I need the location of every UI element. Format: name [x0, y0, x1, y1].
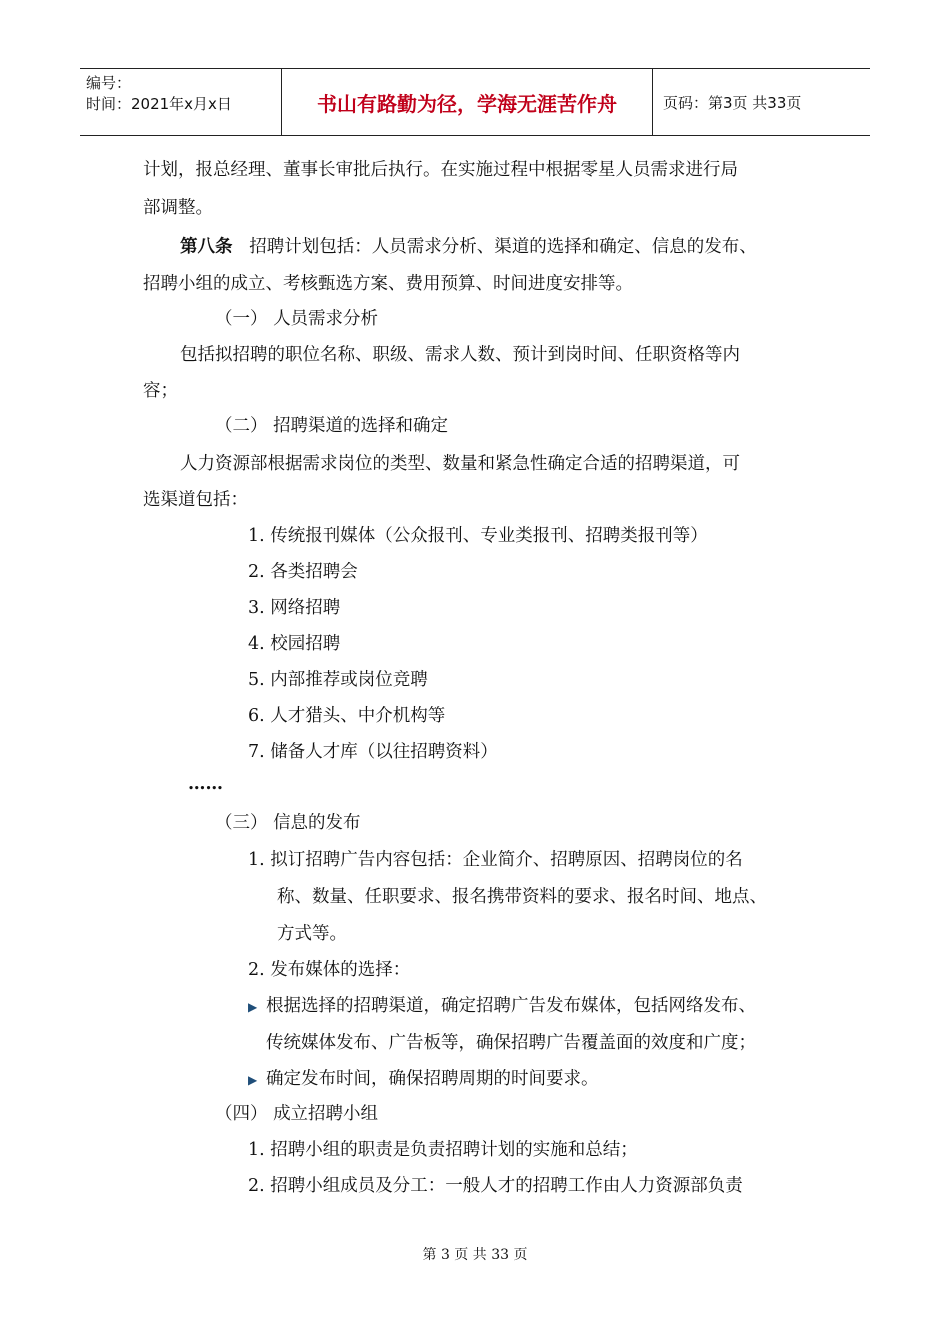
- bullet-text: 确定发布时间，确保招聘周期的时间要求。: [266, 1069, 599, 1089]
- paragraph-line: 计划，报总经理、董事长审批后执行。在实施过程中根据零星人员需求进行局: [143, 160, 738, 180]
- date-label: 时间：2021年x月x日: [86, 95, 232, 113]
- list-item-cont: 方式等。: [277, 924, 347, 944]
- triangle-right-icon: ▶: [248, 1073, 258, 1087]
- list-item: 2. 招聘小组成员及分工：一般人才的招聘工作由人力资源部负责: [248, 1176, 743, 1196]
- channel-item: 3. 网络招聘: [248, 598, 341, 618]
- bullet-item-cont: 传统媒体发布、广告板等，确保招聘广告覆盖面的效度和广度；: [266, 1033, 756, 1053]
- section-2-title: （二） 招聘渠道的选择和确定: [215, 416, 449, 436]
- triangle-right-icon: ▶: [248, 1000, 258, 1014]
- channel-item: 7. 储备人才库（以往招聘资料）: [248, 742, 498, 762]
- channel-item: 1. 传统报刊媒体（公众报刊、专业类报刊、招聘类报刊等）: [248, 526, 708, 546]
- paragraph-line: 部调整。: [143, 198, 213, 218]
- channel-item: 6. 人才猎头、中介机构等: [248, 706, 446, 726]
- channel-item: 5. 内部推荐或岗位竞聘: [248, 670, 428, 690]
- bullet-text: 根据选择的招聘渠道，确定招聘广告发布媒体，包括网络发布、: [266, 996, 756, 1016]
- list-item: 1. 拟订招聘广告内容包括：企业简介、招聘原因、招聘岗位的名: [248, 850, 743, 870]
- article-8-text: 招聘计划包括：人员需求分析、渠道的选择和确定、信息的发布、: [249, 237, 757, 257]
- paragraph-line: 容；: [143, 381, 178, 401]
- header-page-label: 页码：第3页 共33页: [663, 93, 802, 112]
- header-motto: 书山有路勤为径，学海无涯苦作舟: [281, 69, 653, 135]
- list-item: 1. 招聘小组的职责是负责招聘计划的实施和总结；: [248, 1140, 638, 1160]
- bullet-item: [248, 994, 756, 1019]
- bullet-item: [248, 1067, 599, 1092]
- article-8-line: [180, 235, 757, 259]
- paragraph-line: 包括拟招聘的职位名称、职级、需求人数、预计到岗时间、任职资格等内: [180, 345, 740, 365]
- paragraph-line: 人力资源部根据需求岗位的类型、数量和紧急性确定合适的招聘渠道，可: [180, 454, 740, 474]
- article-8-title: 第八条: [180, 237, 233, 257]
- channel-item: 4. 校园招聘: [248, 634, 341, 654]
- paragraph-line: 选渠道包括：: [143, 490, 248, 510]
- list-item: 2. 发布媒体的选择：: [248, 960, 411, 980]
- channel-item: 2. 各类招聘会: [248, 562, 358, 582]
- section-1-title: （一） 人员需求分析: [215, 309, 379, 329]
- document-header: [80, 68, 870, 136]
- section-4-title: （四） 成立招聘小组: [215, 1104, 379, 1124]
- header-left-cell: [80, 69, 281, 135]
- section-3-title: （三） 信息的发布: [215, 813, 361, 833]
- ellipsis: ……: [188, 774, 223, 794]
- paragraph-line: 招聘小组的成立、考核甄选方案、费用预算、时间进度安排等。: [143, 274, 633, 294]
- list-item-cont: 称、数量、任职要求、报名携带资料的要求、报名时间、地点、: [277, 887, 767, 907]
- number-label: 编号：: [86, 74, 132, 92]
- page-footer: 第 3 页 共 33 页: [422, 1247, 528, 1263]
